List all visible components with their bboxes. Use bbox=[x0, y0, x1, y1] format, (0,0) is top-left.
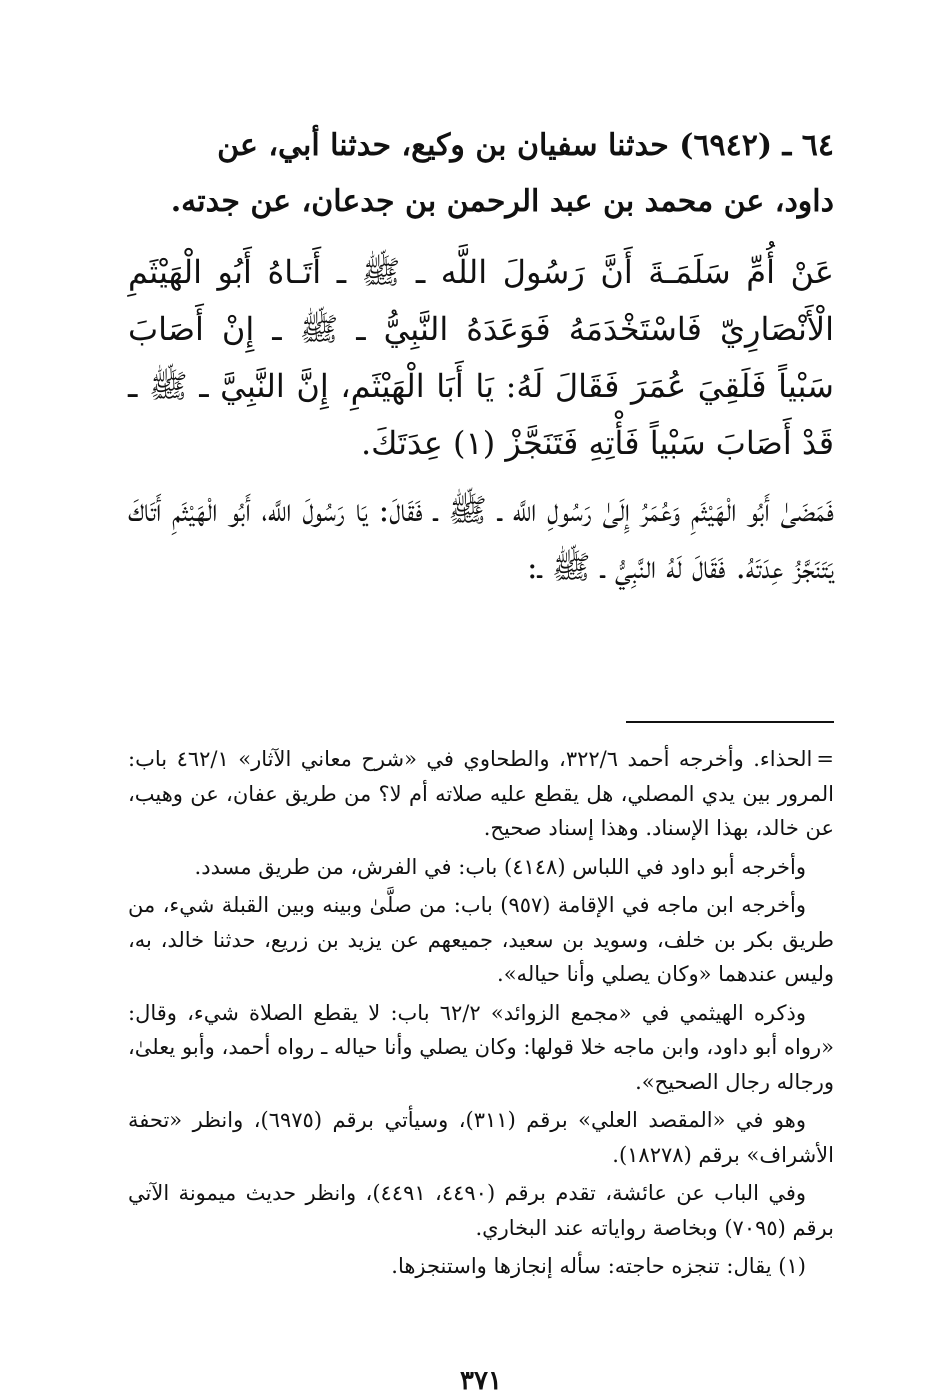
footnotes-section bbox=[128, 742, 834, 1288]
isnad-line: داود، عن محمد بن عبد الرحمن بن جدعان، عن جدته. bbox=[170, 184, 834, 219]
footnote-paragraph: وفي الباب عن عائشة، تقدم برقم (٤٤٩٠، ٤٤٩١)، وانظر حديث ميمونة الآتي برقم (٧٠٩٥) وبخاصة رواياته عند البخاري. bbox=[128, 1181, 834, 1240]
footnote-paragraph: وأخرجه أبو داود في اللباس (٤١٤٨) باب: في الفرش، من طريق مسدد. bbox=[194, 854, 806, 879]
hadith-isnad bbox=[128, 118, 834, 230]
hadith-matn bbox=[128, 244, 834, 596]
continuation-mark: = bbox=[816, 747, 834, 771]
footnote-divider bbox=[626, 721, 834, 723]
footnote-text: الحذاء. وأخرجه أحمد ٣٢٢/٦، والطحاوي في «شرح معاني الآثار» ٤٦٢/١ باب: المرور بين يدي المصلي، هل يقطع عليه صلاته أم لا؟ من طريق عفان، عن وهيب، عن خالد، بهذا الإسناد. وهذا إسناد صحيح. bbox=[128, 747, 834, 840]
matn-paragraph: عَنْ أُمِّ سَلَمَـةَ أَنَّ رَسُولَ اللَّه ـ ﷺ ـ أَتَـاهُ أَبُو الْهَيْثَمِ الْأَنْصَارِيّ فَاسْتَخْدَمَهُ فَوَعَدَهُ النَّبِيُّ ـ ﷺ ـ إِنْ أَصَابَ سَبْياً فَلَقِيَ عُمَرَ فَقَالَ لَهُ: يَا أَبَا الْهَيْثَمِ، إِنَّ النَّبِيَّ ـ ﷺ ـ قَدْ أَصَابَ سَبْياً فَأْتِهِ فَتَنَجَّزْ (١) عِدَتَكَ. bbox=[128, 253, 834, 462]
footnote-paragraph bbox=[128, 742, 834, 846]
footnote-paragraph: وذكره الهيثمي في «مجمع الزوائد» ٦٢/٢ باب: لا يقطع الصلاة شيء، وقال: «رواه أبو داود، وابن ماجه خلا قولها: وكان يصلي وأنا حياله ـ رواه أحمد، وأبو يعلىٰ، ورجاله رجال الصحيح». bbox=[128, 1000, 834, 1094]
page-number: ٣٧١ bbox=[460, 1366, 502, 1396]
footnote-paragraph: وأخرجه ابن ماجه في الإقامة (٩٥٧) باب: من صلَّىٰ وبينه وبين القبلة شيء، من طريق بكر بن خلف، وسويد بن سعيد، جميعهم عن يزيد بن زريع، حدثنا خالد، به، وليس عندهما «وكان يصلي وأنا حياله». bbox=[128, 893, 834, 986]
page-body bbox=[128, 118, 834, 1396]
isnad-line: ٦٤ ـ (٦٩٤٢) حدثنا سفيان بن وكيع، حدثنا أبي، عن bbox=[217, 128, 834, 163]
matn-paragraph: فَمَضَىٰ أَبُو الْهَيْثَمِ وَعُمَرُ إِلَىٰ رَسُولِ اللَّه ـ ﷺ ـ فَقَالَ: يَا رَسُولَ اللَّه، أَبُو الْهَيْثَمِ أَتَاكَ يَتَنَجَّزُ عِدَتَهُ. فَقَالَ لَهُ النَّبِيُّ ـ ﷺ ـ: bbox=[128, 491, 834, 586]
footnote-paragraph: وهو في «المقصد العلي» برقم (٣١١)، وسيأتي برقم (٦٩٧٥)، وانظر «تحفة الأشراف» برقم (١٨٢٧٨). bbox=[128, 1108, 834, 1167]
footnote-paragraph: (١) يقال: تنجزه حاجته: سأله إنجازها واستنجزها. bbox=[391, 1254, 806, 1278]
